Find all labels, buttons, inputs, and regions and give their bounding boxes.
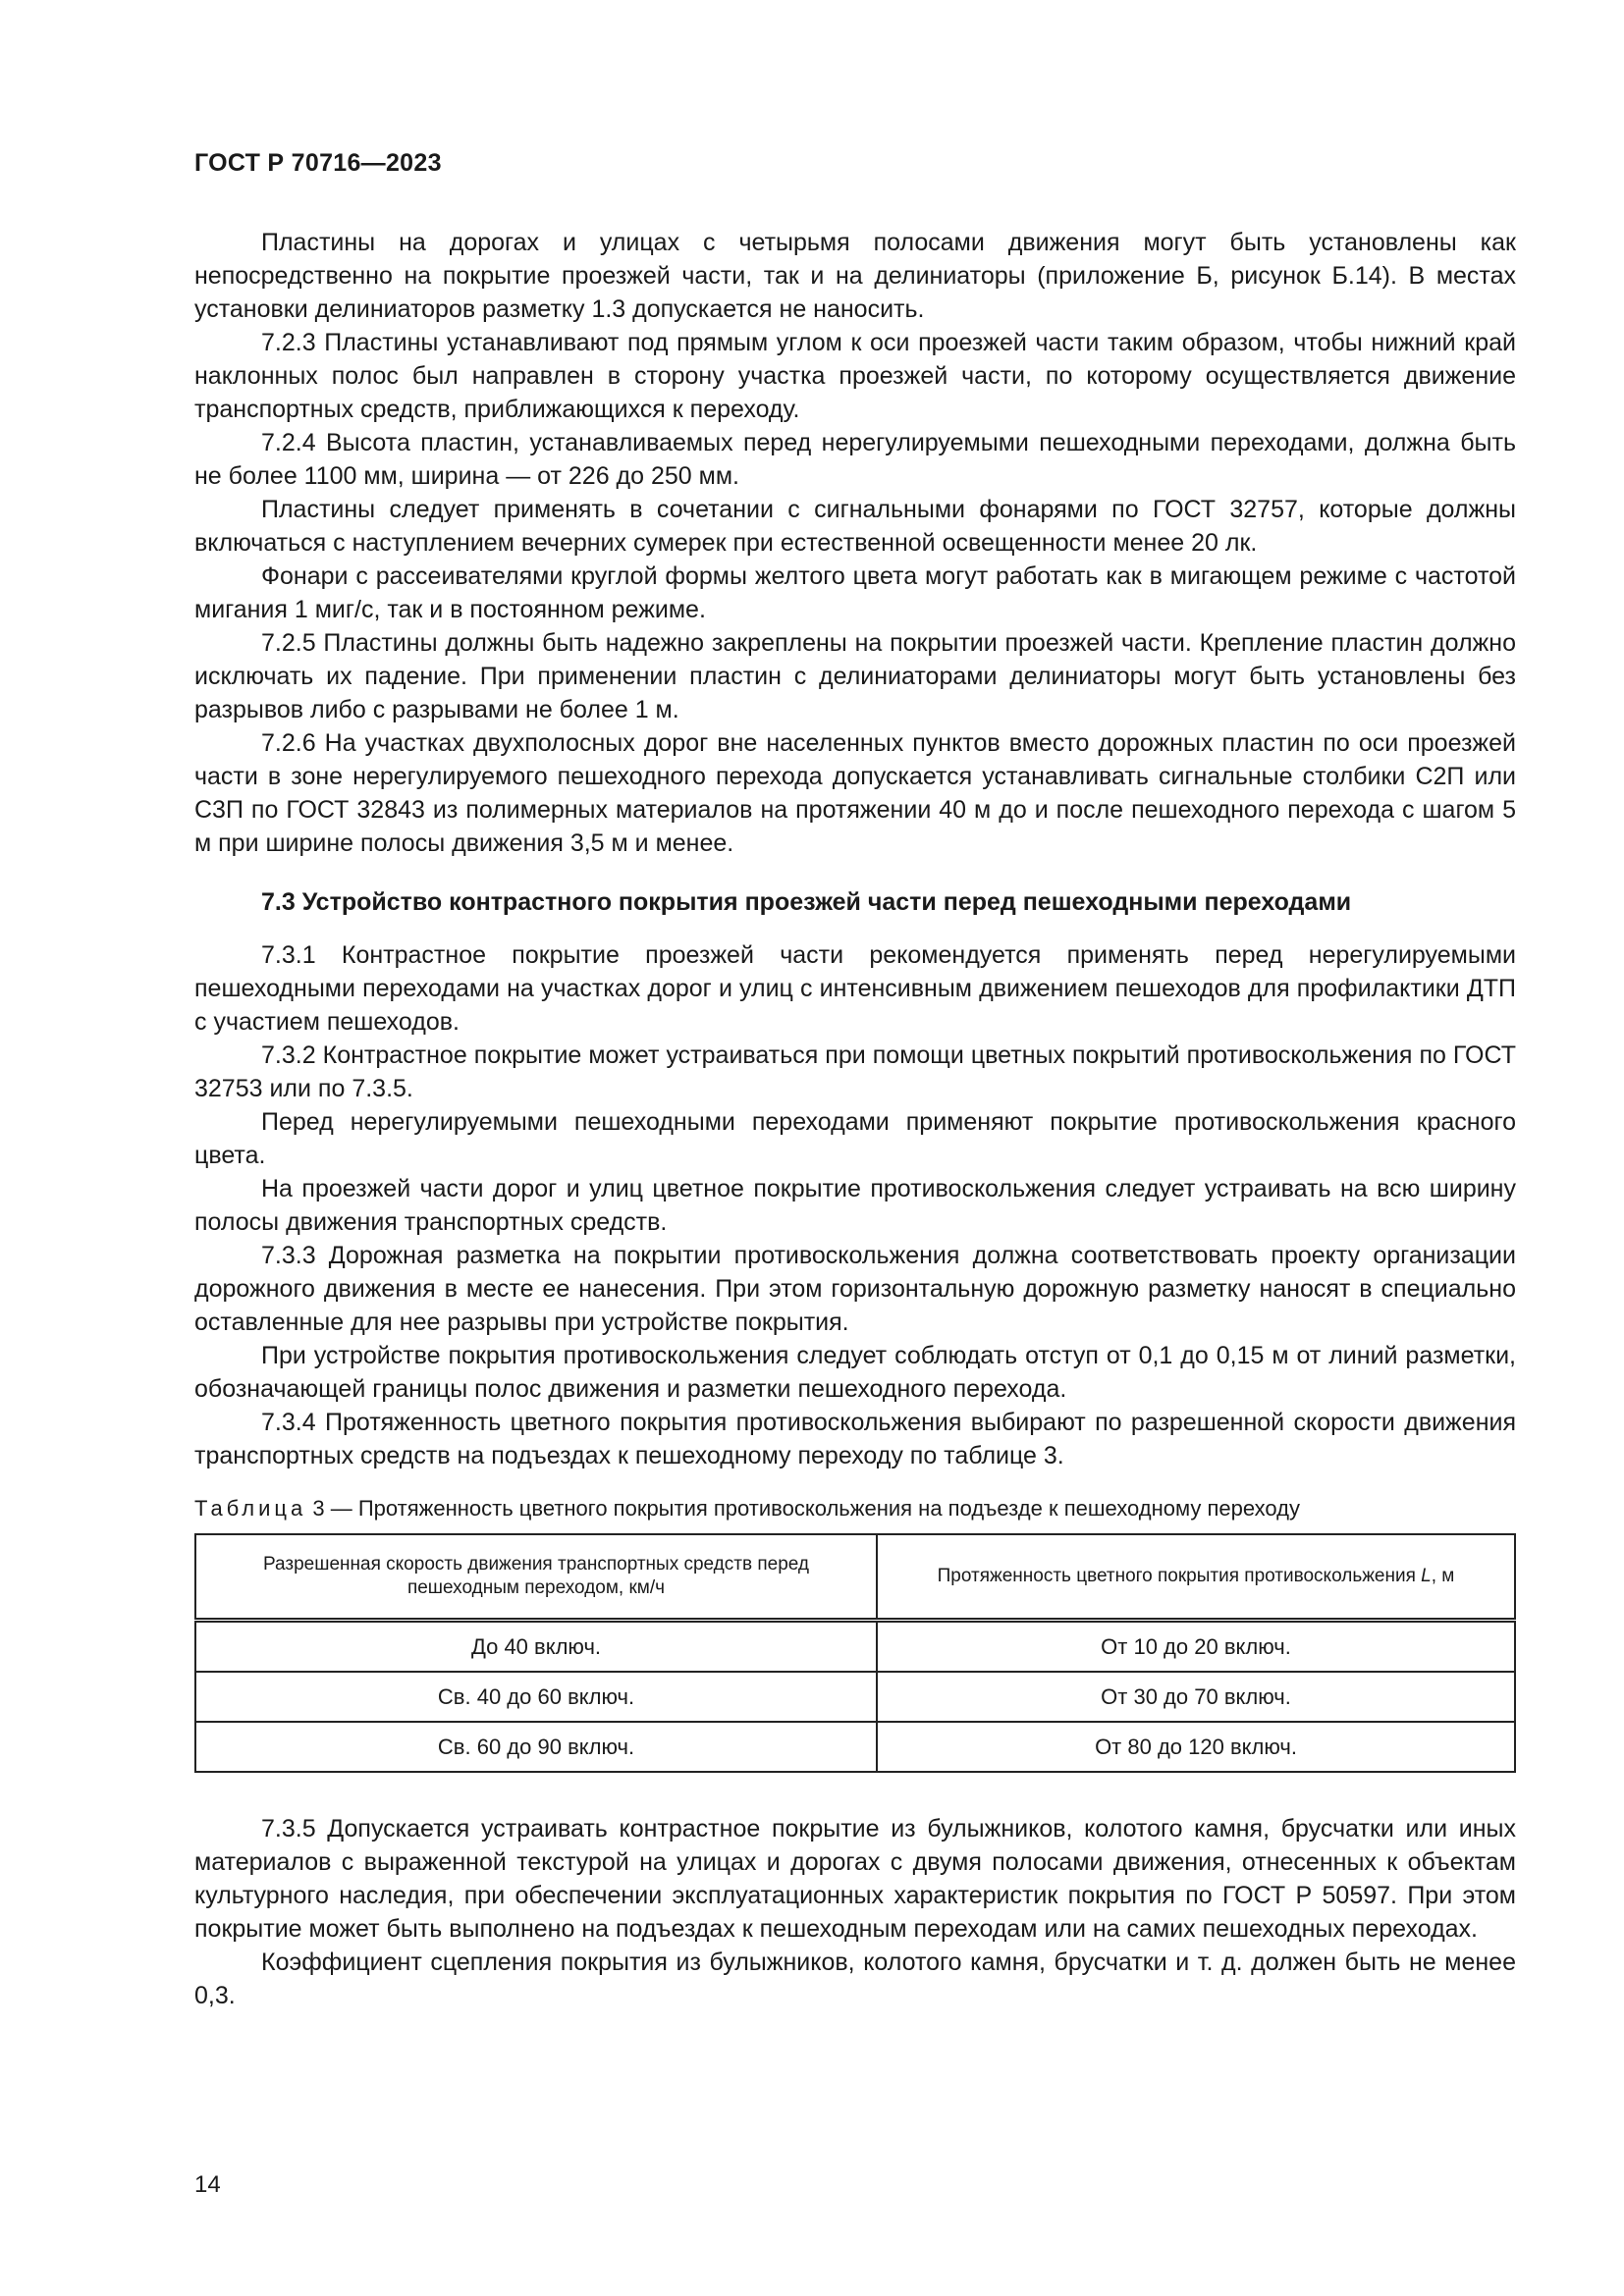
paragraph: Фонари с рассеивателями круглой формы желтого цвета могут работать как в мигающем режиме с частотой мигания 1 миг/с, так и в постоянном режиме. <box>194 562 1516 623</box>
paragraph: 7.3.2 Контрастное покрытие может устраиваться при помощи цветных покрытий противоскольжения по ГОСТ 32753 или по 7.3.5. <box>194 1041 1516 1102</box>
paragraph: Коэффициент сцепления покрытия из булыжников, колотого камня, брусчатки и т. д. должен быть не менее 0,3. <box>194 1949 1516 2009</box>
column-header-length-variable: L <box>1421 1566 1432 1586</box>
document-body <box>194 226 1516 2012</box>
cell-speed: До 40 включ. <box>195 1621 877 1673</box>
paragraph: Пластины следует применять в сочетании с сигнальными фонарями по ГОСТ 32757, которые должны включаться с наступлением вечерних сумерек при естественной освещенности менее 20 лк. <box>194 496 1516 557</box>
paragraph: 7.3.1 Контрастное покрытие проезжей части рекомендуется применять перед нерегулируемыми пешеходными переходами на участках дорог и улиц с интенсивным движением пешеходов для профилактики ДТП с участием пешеходов. <box>194 941 1516 1036</box>
column-header-length <box>877 1534 1515 1621</box>
table-caption-label: Таблица <box>194 1496 307 1521</box>
cell-length: От 30 до 70 включ. <box>877 1672 1515 1722</box>
column-header-length-suffix: , м <box>1431 1566 1455 1586</box>
paragraph: При устройстве покрытия противоскольжения следует соблюдать отступ от 0,1 до 0,15 м от линий разметки, обозначающей границы полос движения и разметки пешеходного перехода. <box>194 1342 1516 1403</box>
cell-length: От 10 до 20 включ. <box>877 1621 1515 1673</box>
paragraph: 7.2.6 На участках двухполосных дорог вне населенных пунктов вместо дорожных пластин по оси проезжей части в зоне нерегулируемого пешеходного перехода допускается устанавливать сигнальные столбики С2П или С3П по ГОСТ 32843 из полимерных материалов на протяжении 40 м до и после пешеходного перехода с шагом 5 м при ширине полосы движения 3,5 м и менее. <box>194 729 1516 857</box>
column-header-length-prefix: Протяженность цветного покрытия противоскольжения <box>937 1566 1422 1586</box>
section-title: 7.3 Устройство контрастного покрытия проезжей части перед пешеходными переходами <box>261 888 1352 916</box>
table-row <box>195 1722 1515 1772</box>
table-caption-text: 3 — Протяженность цветного покрытия противоскольжения на подъезде к пешеходному переходу <box>312 1496 1300 1521</box>
column-header-speed: Разрешенная скорость движения транспортных средств перед пешеходным переходом, км/ч <box>195 1534 877 1621</box>
table-row <box>195 1621 1515 1673</box>
paragraph: 7.2.3 Пластины устанавливают под прямым углом к оси проезжей части таким образом, чтобы нижний край наклонных полос был направлен в сторону участка проезжей части, по которому осуществляется движение транспортных средств, приближающихся к переходу. <box>194 329 1516 423</box>
paragraph: 7.3.5 Допускается устраивать контрастное покрытие из булыжников, колотого камня, брусчатки или иных материалов с выраженной текстурой на улицах и дорогах с двумя полосами движения, отнесенных к объектам культурного наследия, при обеспечении эксплуатационных характеристик покрытия по ГОСТ Р 50597. При этом покрытие может быть выполнено на подъездах к пешеходным переходам или на самих пешеходных переходах. <box>194 1815 1516 1943</box>
speed-length-table <box>194 1533 1516 1773</box>
cell-speed: Св. 60 до 90 включ. <box>195 1722 877 1772</box>
paragraph: 7.2.4 Высота пластин, устанавливаемых перед нерегулируемыми пешеходными переходами, должна быть не более 1100 мм, ширина — от 226 до 250 мм. <box>194 429 1516 490</box>
table-row <box>195 1672 1515 1722</box>
paragraph: 7.3.4 Протяженность цветного покрытия противоскольжения выбирают по разрешенной скорости движения транспортных средств на подъездах к пешеходному переходу по таблице 3. <box>194 1409 1516 1469</box>
table-caption <box>194 1494 1516 1523</box>
table-header-row <box>195 1534 1515 1621</box>
page-number: 14 <box>194 2171 221 2198</box>
paragraph: Перед нерегулируемыми пешеходными переходами применяют покрытие противоскольжения красного цвета. <box>194 1108 1516 1169</box>
cell-length: От 80 до 120 включ. <box>877 1722 1515 1772</box>
paragraph: На проезжей части дорог и улиц цветное покрытие противоскольжения следует устраивать на всю ширину полосы движения транспортных средств. <box>194 1175 1516 1236</box>
paragraph: 7.2.5 Пластины должны быть надежно закреплены на покрытии проезжей части. Крепление пластин должно исключать их падение. При применении пластин с делиниаторами делиниаторы могут быть установлены без разрывов либо с разрывами не более 1 м. <box>194 629 1516 723</box>
document-header: ГОСТ Р 70716—2023 <box>194 149 442 177</box>
cell-speed: Св. 40 до 60 включ. <box>195 1672 877 1722</box>
paragraph: Пластины на дорогах и улицах с четырьмя полосами движения могут быть установлены как непосредственно на покрытие проезжей части, так и на делиниаторы (приложение Б, рисунок Б.14). В местах установки делиниаторов разметку 1.3 допускается не наносить. <box>194 229 1516 323</box>
paragraph: 7.3.3 Дорожная разметка на покрытии противоскольжения должна соответствовать проекту организации дорожного движения в месте ее нанесения. При этом горизонтальную дорожную разметку наносят в специально оставленные для нее разрывы при устройстве покрытия. <box>194 1242 1516 1336</box>
